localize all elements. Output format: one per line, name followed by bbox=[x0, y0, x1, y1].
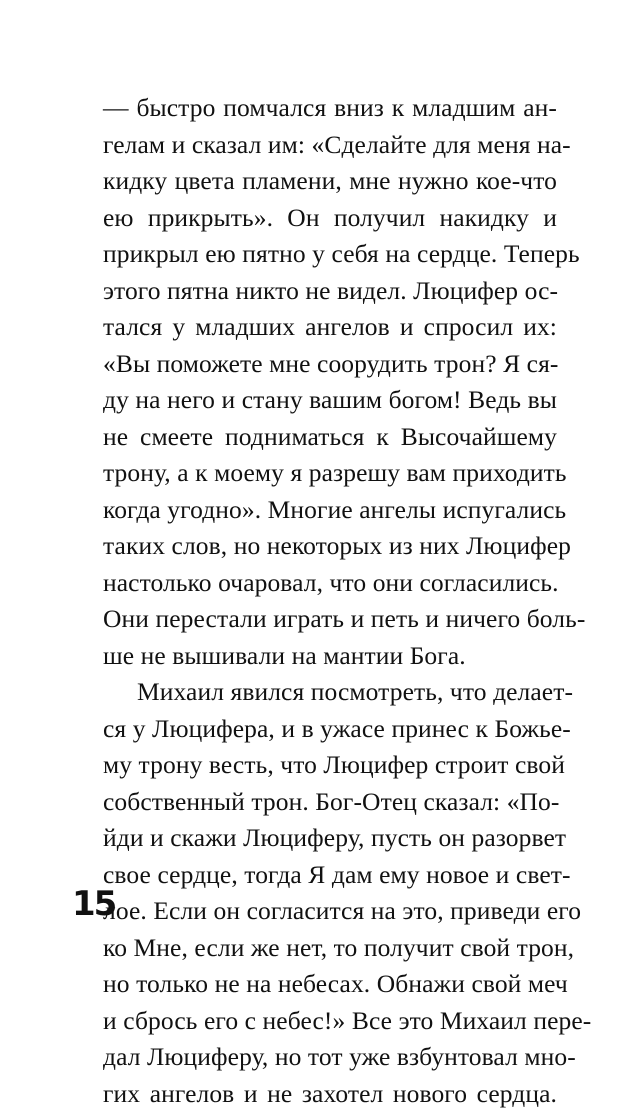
body-text bbox=[103, 90, 557, 1112]
text-line: когда угодно». Многие ангелы испугались bbox=[103, 492, 557, 529]
text-line: му трону весть, что Люцифер строит свой bbox=[103, 747, 557, 784]
text-line: свое сердце, тогда Я дам ему новое и свет- bbox=[103, 857, 557, 894]
text-line: собственный трон. Бог-Отец сказал: «По- bbox=[103, 784, 557, 821]
text-line: Михаил явился посмотреть, что делает- bbox=[103, 674, 557, 711]
text-line: не смеете подниматься к Высочайшему bbox=[103, 419, 557, 456]
text-line: «Вы поможете мне соорудить трон? Я ся- bbox=[103, 346, 557, 383]
text-line: но только не на небесах. Обнажи свой меч bbox=[103, 966, 557, 1003]
text-line: гелам и сказал им: «Сделайте для меня на- bbox=[103, 127, 557, 164]
text-line: кидку цвета пламени, мне нужно кое-что bbox=[103, 163, 557, 200]
text-line: ше не вышивали на мантии Бога. bbox=[103, 638, 557, 675]
text-line: гих ангелов и не захотел нового сердца. bbox=[103, 1076, 557, 1112]
page-number: 15 bbox=[72, 884, 115, 924]
text-line: ду на него и стану вашим богом! Ведь вы bbox=[103, 382, 557, 419]
text-line: ею прикрыть». Он получил накидку и bbox=[103, 200, 557, 237]
text-line: этого пятна никто не видел. Люцифер ос- bbox=[103, 273, 557, 310]
text-line: таких слов, но некоторых из них Люцифер bbox=[103, 528, 557, 565]
text-line: — быстро помчался вниз к младшим ан- bbox=[103, 90, 557, 127]
text-line: ко Мне, если же нет, то получит свой трон, bbox=[103, 930, 557, 967]
text-line: тался у младших ангелов и спросил их: bbox=[103, 309, 557, 346]
text-line: и сбрось его с небес!» Все это Михаил пере- bbox=[103, 1003, 557, 1040]
text-line: дал Люциферу, но тот уже взбунтовал мно- bbox=[103, 1039, 557, 1076]
text-line: прикрыл ею пятно у себя на сердце. Теперь bbox=[103, 236, 557, 273]
text-line: Они перестали играть и петь и ничего боль- bbox=[103, 601, 557, 638]
text-line: трону, а к моему я разрешу вам приходить bbox=[103, 455, 557, 492]
text-line: йди и скажи Люциферу, пусть он разорвет bbox=[103, 820, 557, 857]
text-line: лое. Если он согласится на это, приведи его bbox=[103, 893, 557, 930]
text-line: настолько очаровал, что они согласились. bbox=[103, 565, 557, 602]
text-line: ся у Люцифера, и в ужасе принес к Божье- bbox=[103, 711, 557, 748]
